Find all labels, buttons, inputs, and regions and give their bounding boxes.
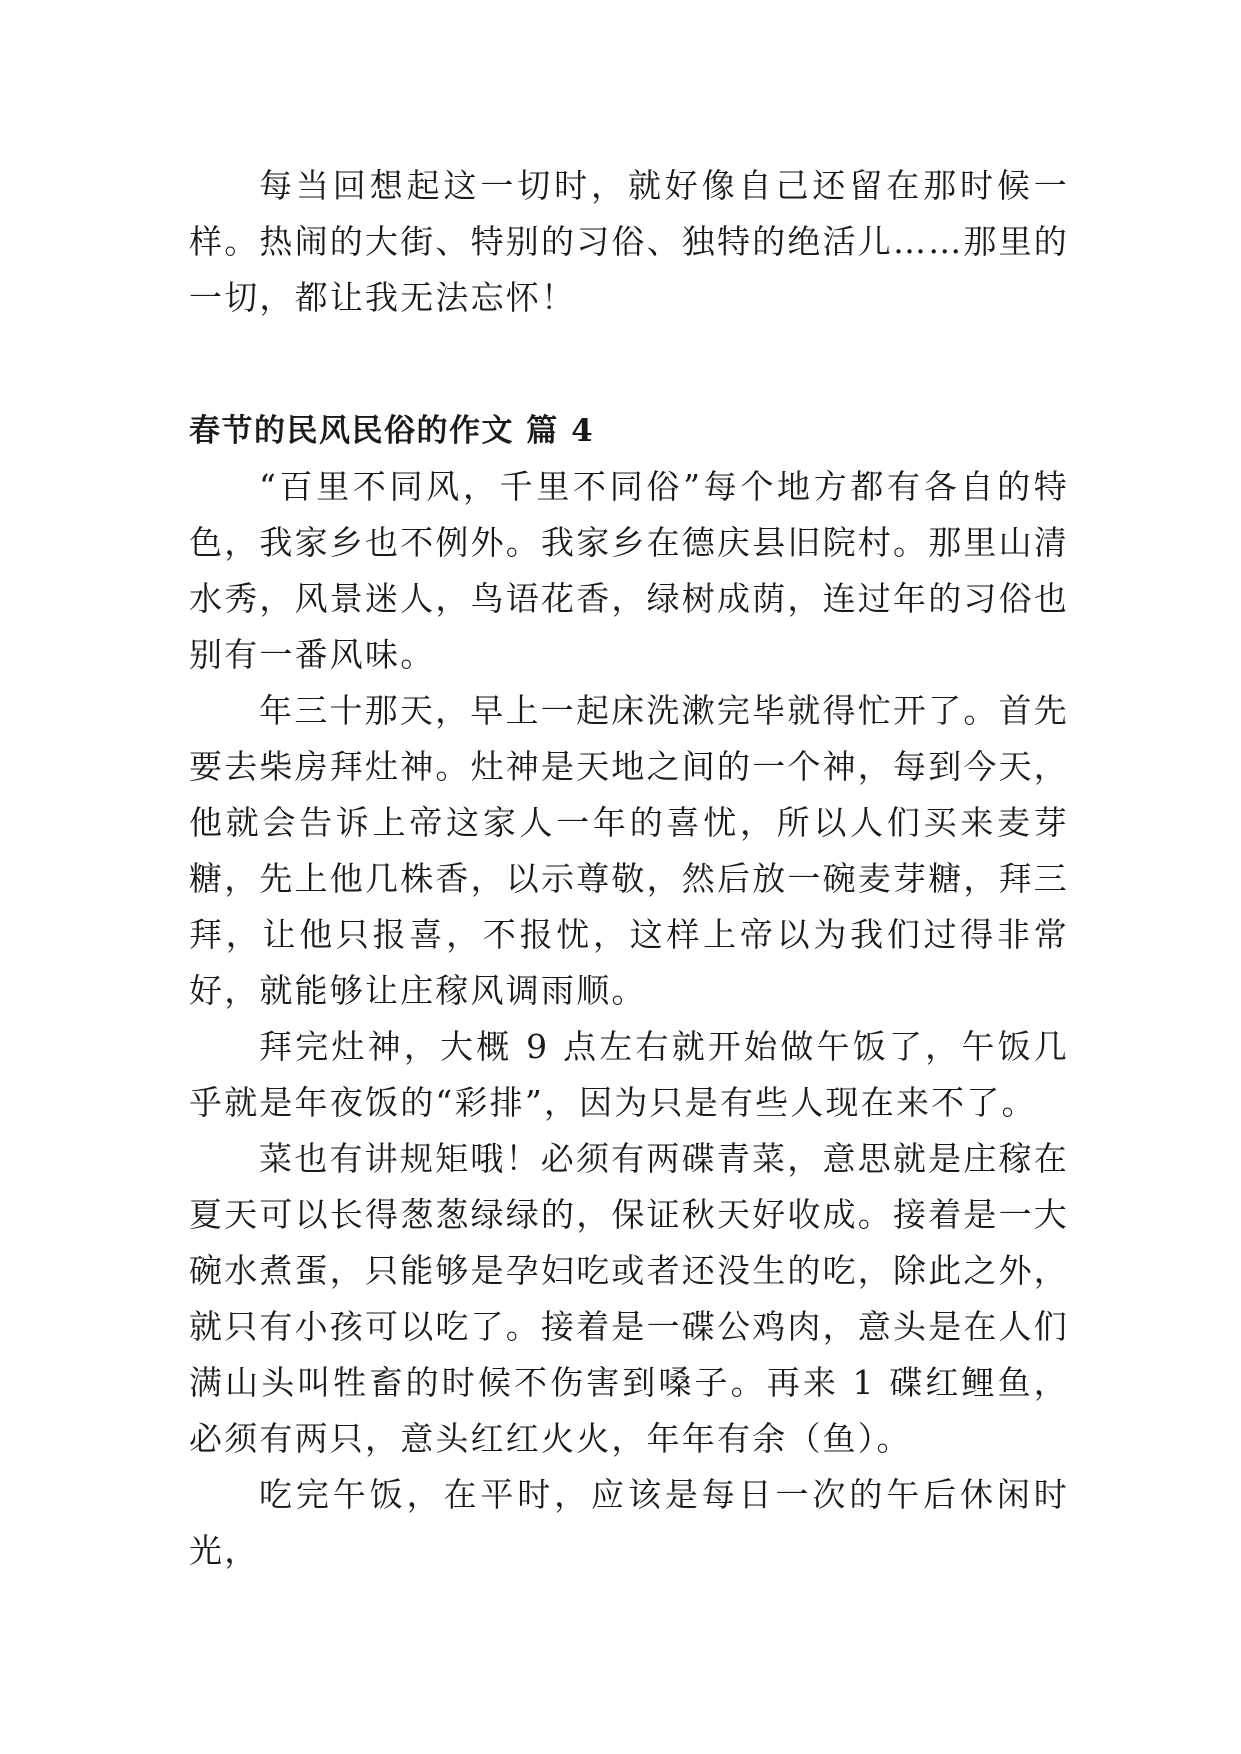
- paragraph-2: 年三十那天，早上一起床洗漱完毕就得忙开了。首先要去柴房拜灶神。灶神是天地之间的一个神，每到今天，他就会告诉上帝这家人一年的喜忧，所以人们买来麦芽糖，先上他几株香，以示尊敬，然后放一碗麦芽糖，拜三拜，让他只报喜，不报忧，这样上帝以为我们过得非常好，就能够让庄稼风调雨顺。: [189, 691, 1069, 1010]
- paragraph-1: “百里不同风，千里不同俗”每个地方都有各自的特色，我家乡也不例外。我家乡在德庆县旧院村。那里山清水秀，风景迷人，鸟语花香，绿树成荫，连过年的习俗也别有一番风味。: [189, 467, 1069, 674]
- section-title: 春节的民风民俗的作文 篇 4: [189, 413, 595, 449]
- paragraph-4: 菜也有讲规矩哦！必须有两碟青菜，意思就是庄稼在夏天可以长得葱葱绿绿的，保证秋天好收成。接着是一大碗水煮蛋，只能够是孕妇吃或者还没生的吃，除此之外，就只有小孩可以吃了。接着是一碟公鸡肉，意头是在人们满山头叫牲畜的时候不伤害到嗓子。再来 1 碟红鲤鱼，必须有两只，意头红红火火，年年有余（鱼）。: [189, 1139, 1069, 1458]
- paragraph-5: 吃完午饭，在平时，应该是每日一次的午后休闲时光，: [189, 1475, 1069, 1570]
- paragraph-3: 拜完灶神，大概 9 点左右就开始做午饭了，午饭几乎就是年夜饭的“彩排”，因为只是有些人现在来不了。: [189, 1027, 1069, 1122]
- document-body: [189, 158, 1069, 1579]
- intro-paragraph: 每当回想起这一切时，就好像自己还留在那时候一样。热闹的大街、特别的习俗、独特的绝活儿……那里的一切，都让我无法忘怀！: [189, 166, 1069, 317]
